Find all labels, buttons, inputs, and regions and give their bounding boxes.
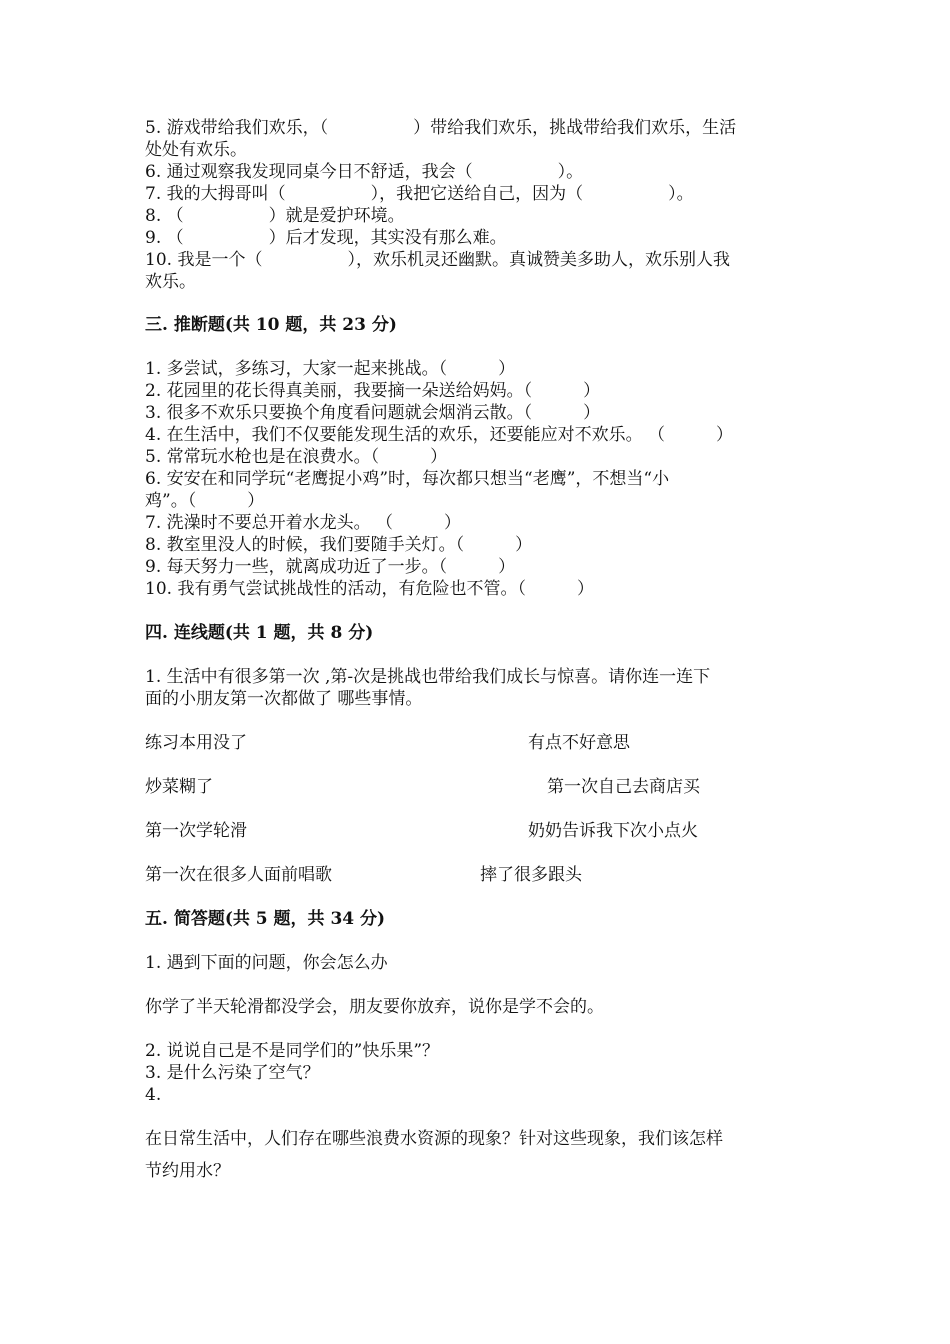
fill-in-line-1: 5. 游戏带给我们欢乐，（ ）带给我们欢乐，挑战带给我们欢乐，生活 (145, 118, 737, 138)
section4-heading: 四. 连线题(共 1 题，共 8 分) (145, 623, 374, 643)
match-right-item: 第一次自己去商店买 (547, 777, 700, 797)
judgement-line: 7. 洗澡时不要总开着水龙头。 （ ） (145, 513, 462, 533)
section3-heading: 三. 推断题(共 10 题，共 23 分) (145, 315, 397, 335)
fill-in-line-2: 处处有欢乐。 (145, 140, 247, 160)
short-answer-q2: 2. 说说自己是不是同学们的”快乐果”？ (145, 1041, 440, 1061)
match-left-item: 第一次学轮滑 (145, 821, 247, 841)
short-answer-q4-text: 在日常生活中，人们存在哪些浪费水资源的现象？针对这些现象，我们该怎样 (145, 1129, 723, 1149)
judgement-line: 2. 花园里的花长得真美丽，我要摘一朵送给妈妈。（ ） (145, 381, 601, 401)
match-left-item: 练习本用没了 (145, 733, 247, 753)
matching-question: 1. 生活中有很多第一次 ,第-次是挑战也带给我们成长与惊喜。请你连一连下 (145, 667, 711, 687)
match-right-item: 有点不好意思 (528, 733, 630, 753)
short-answer-q3: 3. 是什么污染了空气？ (145, 1063, 320, 1083)
fill-in-line-8: 欢乐。 (145, 272, 196, 292)
match-right-item: 摔了很多跟头 (480, 865, 582, 885)
short-answer-q1: 1. 遇到下面的问题，你会怎么办 (145, 953, 388, 973)
short-answer-q1-text: 你学了半天轮滑都没学会，朋友要你放弃，说你是学不会的。 (145, 997, 604, 1017)
judgement-line: 3. 很多不欢乐只要换个角度看问题就会烟消云散。（ ） (145, 403, 601, 423)
judgement-line: 8. 教室里没人的时候，我们要随手关灯。（ ） (145, 535, 533, 555)
judgement-line: 5. 常常玩水枪也是在浪费水。（ ） (145, 447, 448, 467)
fill-in-line-3: 6. 通过观察我发现同桌今日不舒适，我会（ ）。 (145, 162, 584, 182)
judgement-line: 鸡”。（ ） (145, 491, 265, 511)
short-answer-q4: 4. (145, 1085, 162, 1105)
fill-in-line-6: 9. （ ）后才发现，其实没有那么难。 (145, 228, 507, 248)
fill-in-line-7: 10. 我是一个（ ），欢乐机灵还幽默。真诚赞美多助人，欢乐别人我 (145, 250, 730, 270)
fill-in-line-4: 7. 我的大拇哥叫（ ），我把它送给自己，因为（ ）。 (145, 184, 694, 204)
match-right-item: 奶奶告诉我下次小点火 (528, 821, 698, 841)
fill-in-line-5: 8. （ ）就是爱护环境。 (145, 206, 405, 226)
section5-heading: 五. 简答题(共 5 题，共 34 分) (145, 909, 386, 929)
match-left-item: 炒菜糊了 (145, 777, 213, 797)
judgement-line: 10. 我有勇气尝试挑战性的活动，有危险也不管。（ ） (145, 579, 594, 599)
judgement-line: 1. 多尝试，多练习，大家一起来挑战。（ ） (145, 359, 516, 379)
judgement-line: 9. 每天努力一些，就离成功近了一步。（ ） (145, 557, 516, 577)
matching-question: 面的小朋友第一次都做了 哪些事情。 (145, 689, 423, 709)
short-answer-q4-text: 节约用水？ (145, 1161, 230, 1181)
judgement-line: 6. 安安在和同学玩“老鹰捉小鸡”时，每次都只想当“老鹰”，不想当“小 (145, 469, 670, 489)
match-left-item: 第一次在很多人面前唱歌 (145, 865, 332, 885)
judgement-line: 4. 在生活中，我们不仅要能发现生活的欢乐，还要能应对不欢乐。 （ ） (145, 425, 734, 445)
